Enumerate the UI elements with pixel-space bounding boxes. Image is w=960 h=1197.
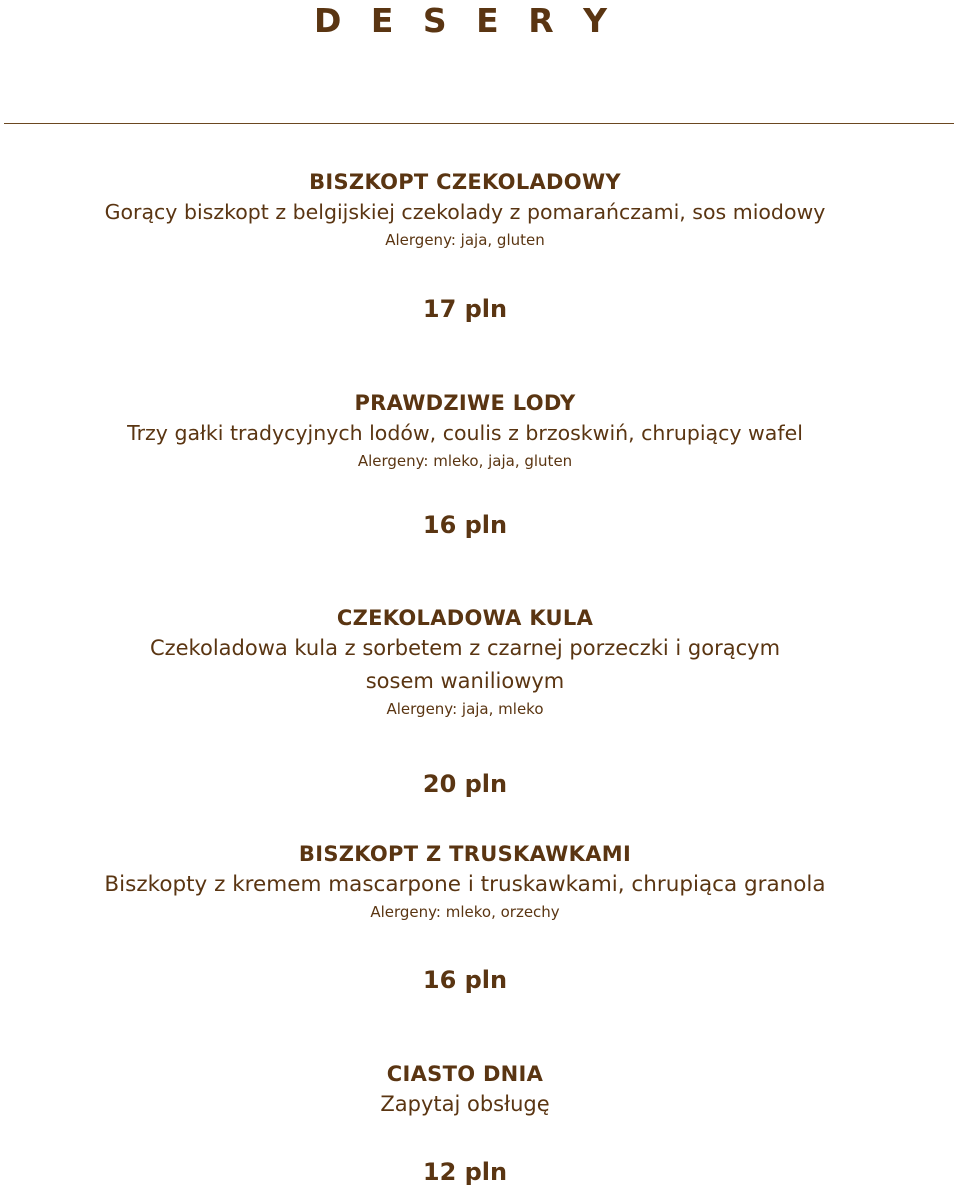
menu-item-ciasto-dnia	[0, 1060, 930, 1121]
item-allergens: Alergeny: mleko, jaja, gluten	[357, 452, 573, 470]
item-name: BISZKOPT Z TRUSKAWKAMI	[298, 842, 632, 866]
menu-item-czekoladowa-kula	[0, 604, 930, 720]
item-name: CIASTO DNIA	[386, 1062, 544, 1086]
menu-item-biszkopt-czekoladowy	[0, 168, 930, 251]
item-allergens: Alergeny: jaja, gluten	[385, 231, 545, 249]
item-price: 17 pln	[422, 295, 508, 323]
item-price: 12 pln	[422, 1158, 508, 1186]
item-description: Gorący biszkopt z belgijskiej czekolady z pomarańczami, sos miodowy	[104, 200, 826, 224]
item-description: Zapytaj obsługę	[380, 1092, 550, 1116]
item-allergens: Alergeny: mleko, orzechy	[370, 903, 560, 921]
item-name: BISZKOPT CZEKOLADOWY	[309, 170, 621, 194]
menu-item-biszkopt-z-truskawkami	[0, 840, 930, 923]
item-description: Biszkopty z kremem mascarpone i truskawkami, chrupiąca granola	[104, 872, 826, 897]
item-name: CZEKOLADOWA KULA	[336, 606, 594, 630]
item-price: 20 pln	[422, 770, 508, 798]
item-name: PRAWDZIWE LODY	[354, 391, 576, 415]
item-price: 16 pln	[422, 511, 508, 539]
item-price: 16 pln	[422, 966, 508, 994]
page-title: D E S E R Y	[314, 1, 616, 40]
item-description: Czekoladowa kula z sorbetem z czarnej porzeczki i gorącym sosem waniliowym	[149, 636, 781, 693]
item-allergens: Alergeny: jaja, mleko	[386, 700, 544, 718]
item-description: Trzy gałki tradycyjnych lodów, coulis z brzoskwiń, chrupiący wafel	[127, 421, 803, 445]
menu-item-prawdziwe-lody	[0, 389, 930, 472]
title-divider	[4, 123, 954, 124]
